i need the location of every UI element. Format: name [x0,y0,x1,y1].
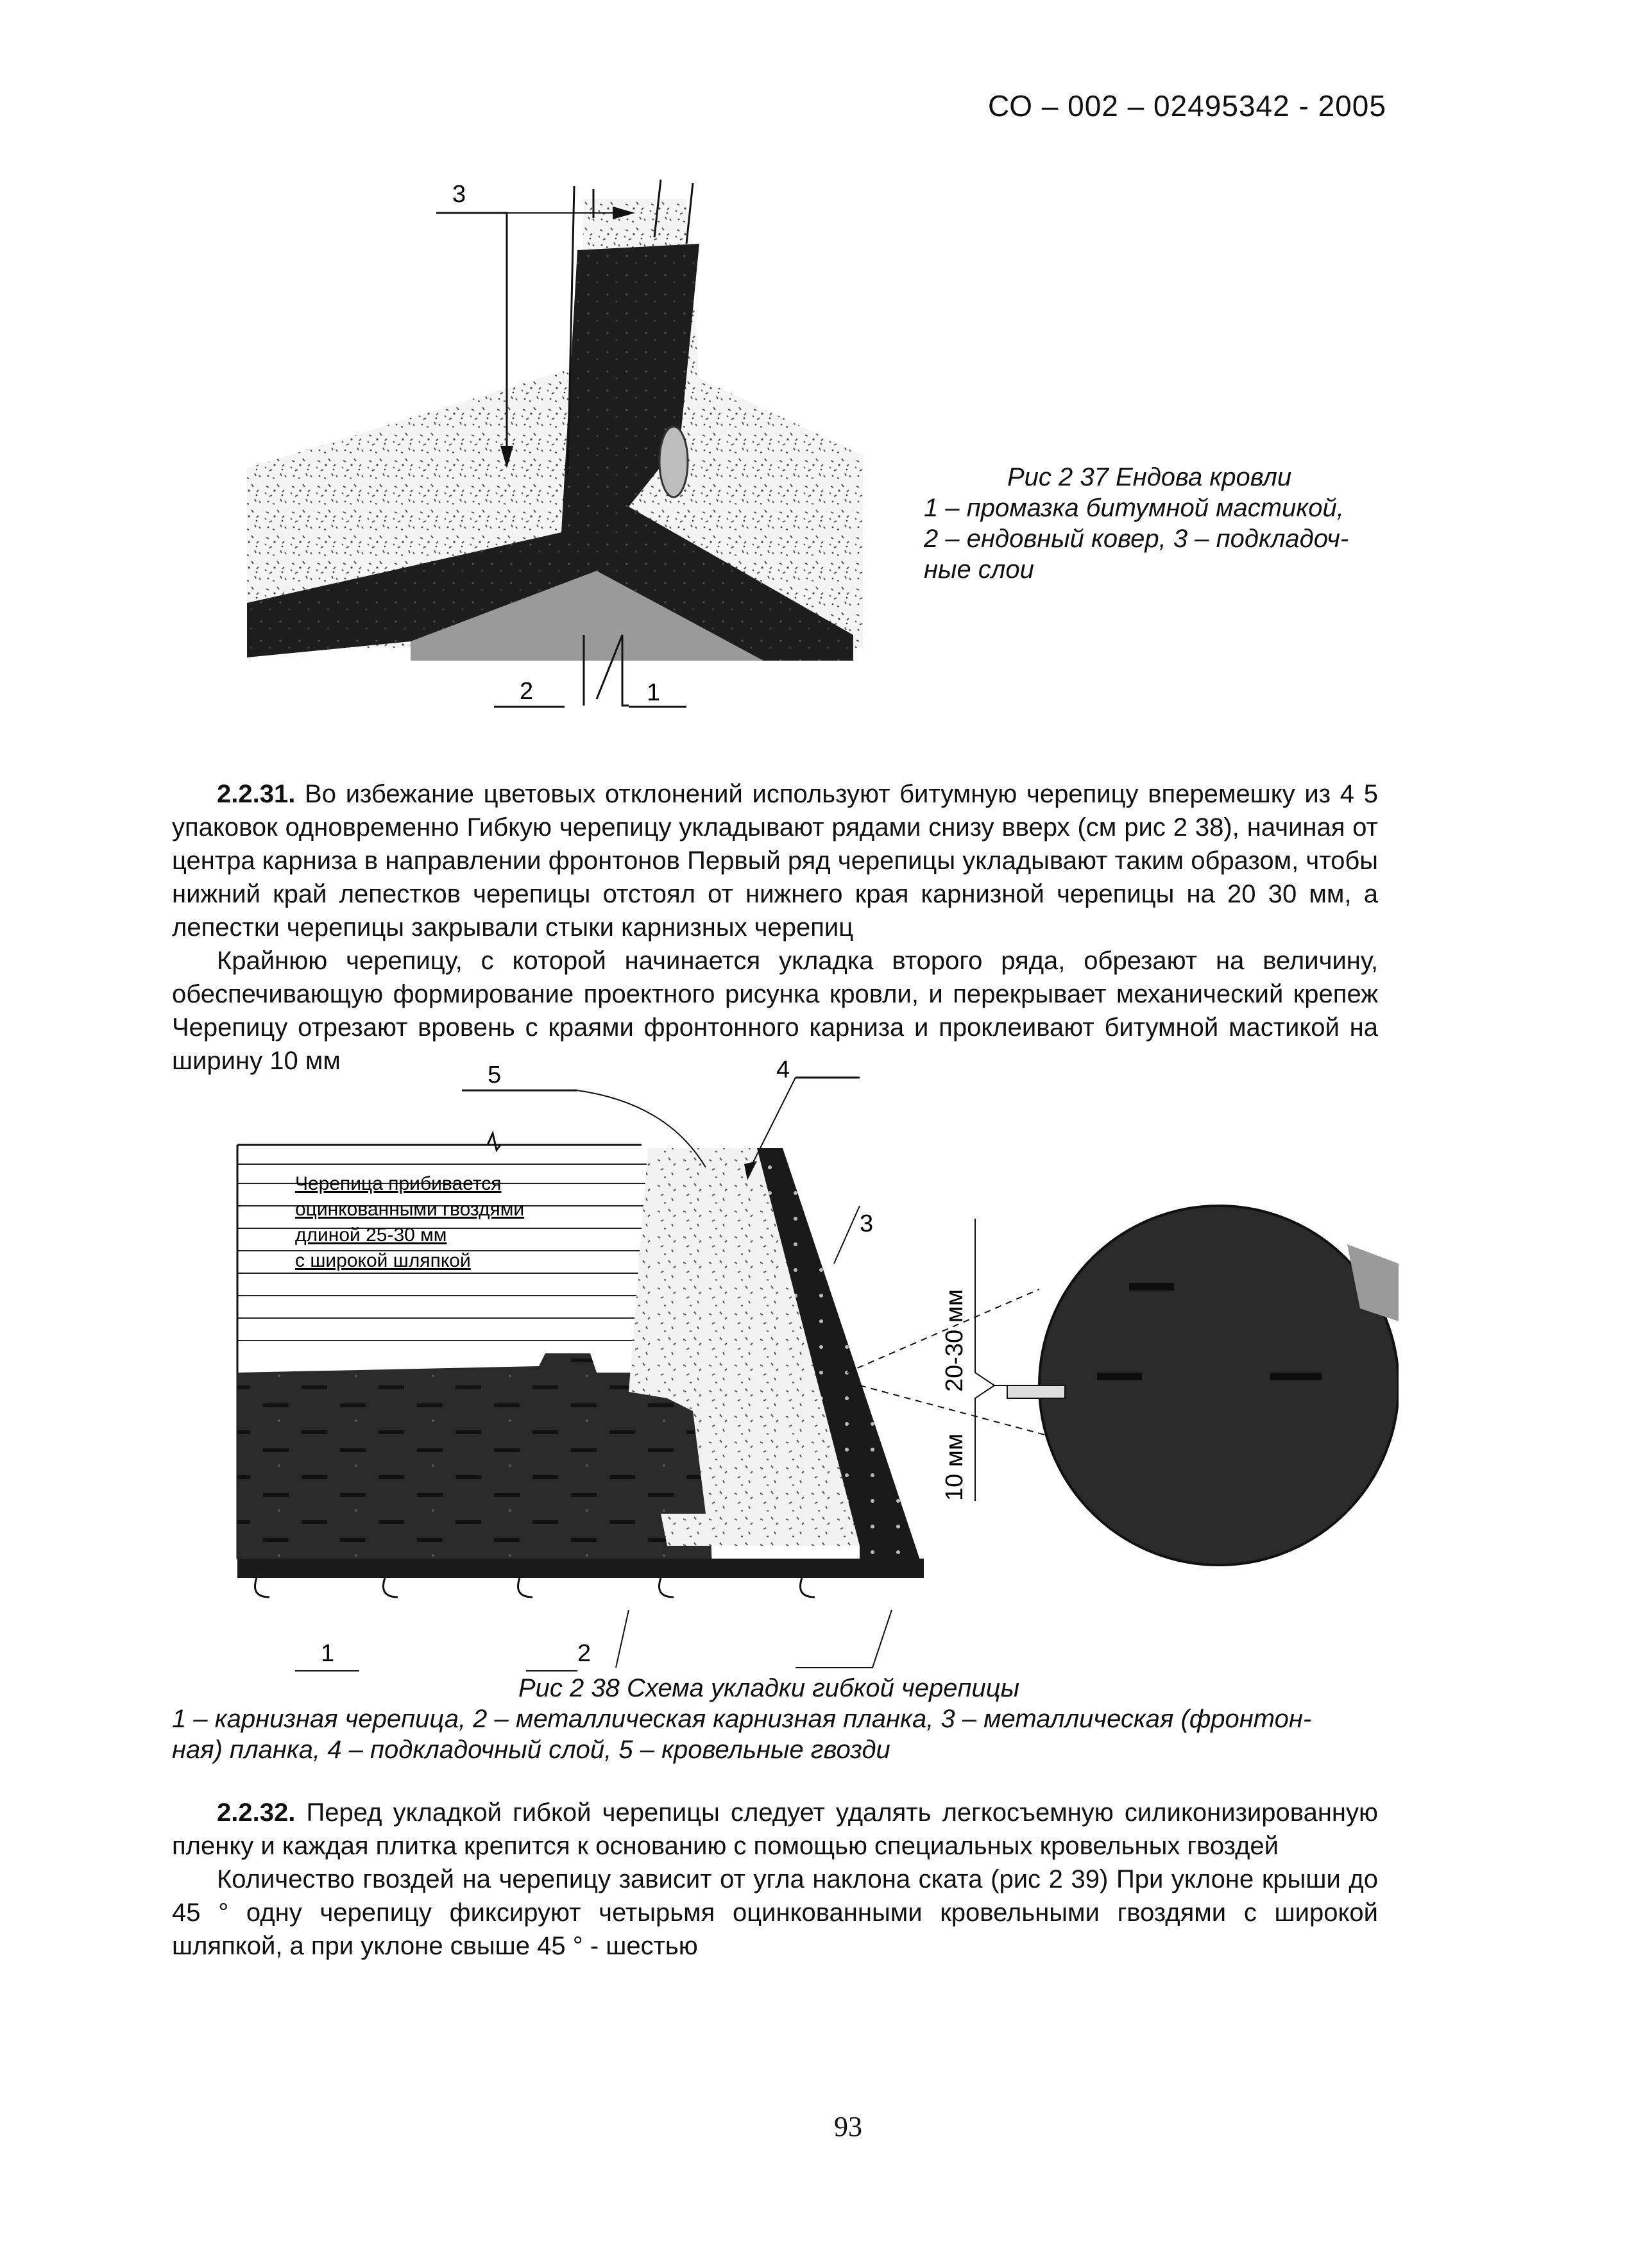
fig238-caption-line: ная) планка, 4 – подкладочный слой, 5 – кровельные гвозди [172,1736,890,1764]
fig238-label-5: 5 [488,1062,502,1088]
section-number: 2.2.32. [217,1798,296,1827]
note-line: Черепица прибивается [295,1173,502,1194]
section-number: 2.2.31. [217,780,296,808]
figure-2-37-roof-valley [237,173,879,725]
note-line: оцинкованными гвоздями [295,1199,525,1220]
mastic-patch [660,427,688,497]
note-line: длиной 25-30 мм [295,1224,447,1246]
paragraph: Крайнюю черепицу, с которой начинается укладка второго ряда, обрезают на величину, обеспечивающую формирование проектного рисунка кровли, и перекрывает механический крепеж Черепицу отрезают вровень с краями фронтонного карниза и проклеивают битумной мастикой на ширину 10 мм [172,947,1378,1075]
page-number: 93 [834,2111,862,2142]
figure-2-38-caption [172,1673,1378,1765]
fig238-label-1: 1 [321,1640,335,1667]
paragraph-text: Перед укладкой гибкой черепицы следует удалять легкосъемную силиконизированную пленку и каждая плитка крепится к основанию с помощью специальных кровельных гвоздей [172,1798,1378,1860]
eave-metal-strip [237,1559,924,1578]
fig238-label-3: 3 [860,1210,874,1237]
roof-nails [255,1578,815,1597]
fig237-label-1: 1 [647,679,661,706]
fig238-label-4: 4 [776,1056,790,1083]
section-2-2-31 [172,777,1378,1078]
dimension-20-30: 20-30 мм [941,1289,968,1392]
fig237-label-3: 3 [452,181,466,208]
paragraph: Количество гвоздей на черепицу зависит от угла наклона ската (рис 2 39) При уклоне крыши до 45 ° одну черепицу фиксируют четырьмя оцинкованными кровельными гвоздями с широкой шляпкой, а при уклоне свыше 45 ° - шестью [172,1865,1378,1960]
section-2-2-32 [172,1796,1378,1963]
fig238-caption-line: 1 – карнизная черепица, 2 – металлическая карнизная планка, 3 – металлическая (фронтон- [172,1705,1312,1733]
fig237-caption-title: Рис 2 37 Ендова кровли [1007,463,1292,491]
figure-2-37-caption [924,462,1411,585]
note-line: с широкой шляпкой [295,1250,471,1271]
paragraph-text: Во избежание цветовых отклонений используют битумную черепицу вперемешку из 4 5 упаковок одновременно Гибкую черепицу укладывают рядами снизу вверх (см рис 2 38), начиная от центра карниза в направлении фронтонов Первый ряд черепицы укладывают таким образом, чтобы нижний край лепестков черепицы отстоял от нижнего края карнизной черепицы на 20 30 мм, а лепестки черепицы закрывали стыки карнизных черепиц [172,780,1378,942]
fig238-label-2: 2 [577,1640,591,1667]
fig237-label-2: 2 [520,678,534,705]
nail-detail [1007,1385,1065,1398]
fig237-caption-line: ные слои [924,555,1034,584]
dimension-10: 10 мм [941,1433,968,1501]
paragraph [172,1796,1378,1863]
fig237-caption-line: 1 – промазка битумной мастикой, [924,494,1344,522]
paragraph [172,777,1378,944]
detail-magnifier [1039,1206,1399,1565]
fig238-caption-title: Рис 2 38 Схема укладки гибкой черепицы [518,1674,1020,1702]
fig237-caption-line: 2 – ендовный ковер, 3 – подкладоч- [924,525,1349,553]
figure-2-38-shingle-layout [218,1052,1399,1680]
document-code: СО – 002 – 02495342 - 2005 [988,89,1386,123]
